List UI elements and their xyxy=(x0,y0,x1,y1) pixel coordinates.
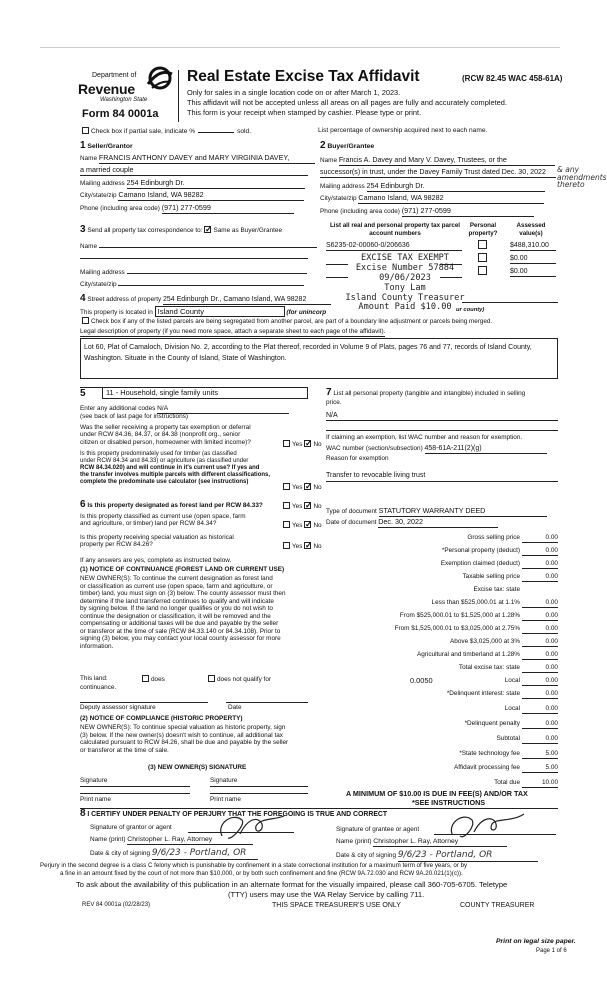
parcel-number-1[interactable]: S6235-02-00060-0/206636 xyxy=(326,242,462,251)
grantee-sig-label: Signature of grantee or agent xyxy=(336,826,420,833)
parcel-value-3[interactable]: $0.00 xyxy=(510,268,556,277)
partial-percent-field[interactable] xyxy=(198,132,234,133)
owner-sig-line-1[interactable] xyxy=(80,786,190,787)
additional-codes-label: Enter any additional codes xyxy=(80,405,156,412)
form-rcw: (RCW 82.45 WAC 458-61A) xyxy=(462,74,563,83)
calc-t3-value[interactable]: 0.00 xyxy=(522,625,558,634)
buyer-city-field[interactable]: Camano Island, WA 98282 xyxy=(358,194,544,204)
sec6-q3-answer xyxy=(281,542,322,551)
calc-t5-value[interactable]: 0.00 xyxy=(522,651,558,660)
sec6-q2-line1: Is this property classified as current use (open space, farm xyxy=(80,513,246,520)
wac-label: WAC number (section/subsection) xyxy=(326,445,423,452)
corr-city-row xyxy=(80,278,304,289)
sec6-q2-line2: and agriculture, or timber) land per RCW 84.34? xyxy=(80,520,217,528)
seller-mail-row xyxy=(80,179,305,189)
calc-local-label: Local xyxy=(504,677,520,684)
county-note: ur county) xyxy=(456,307,485,313)
county-select[interactable]: Island County xyxy=(155,306,285,317)
seller-mail-field[interactable]: 254 Edinburgh Dr. xyxy=(127,179,305,189)
calc-interest-local-label: Local xyxy=(504,705,520,712)
sec6-q2-no-checkbox[interactable] xyxy=(304,521,311,528)
doc-type-label: Type of document xyxy=(326,508,377,515)
notice1-line: signing (3) below, you may contact your local county assessor for more xyxy=(80,635,281,643)
correspondence-label: Send all property tax correspondence to: xyxy=(87,227,203,234)
calc-penalty-label: *Delinquent penalty xyxy=(464,720,520,727)
notice1-line: determine if the land transferred continues to qualify and will indicate xyxy=(80,597,274,605)
corr-mail-field[interactable] xyxy=(127,266,307,274)
notice1-title: (1) NOTICE OF CONTINUANCE (FOREST LAND OR CURRENT USE) xyxy=(80,566,285,573)
partial-sale-label: Check box if partial sale, indicate % xyxy=(91,128,196,135)
calc-interest-local-value[interactable]: 0.00 xyxy=(522,705,558,714)
washington-state: Washington State xyxy=(100,97,148,103)
seller-mail-label: Mailing address xyxy=(80,180,125,187)
calc-tech-value[interactable]: 5.00 xyxy=(522,750,558,759)
sec6-q1-answer xyxy=(281,502,322,511)
corr-name-label: Name xyxy=(80,243,98,250)
seller-heading xyxy=(80,140,133,152)
correspondence-row xyxy=(80,224,282,236)
sec5-q1 xyxy=(80,424,251,446)
notice1-line: continue the designation or classification, it will be removed and the xyxy=(80,612,271,620)
sec5-q2-yes: Yes xyxy=(292,484,303,491)
corr-mail-row xyxy=(80,266,307,277)
sec6-q3-line1: Is this property receiving special valuation as historical xyxy=(80,534,234,541)
sec6-q3-yes-checkbox[interactable] xyxy=(283,542,290,549)
deputy-label: Deputy assessor signature xyxy=(80,704,156,711)
corr-city-label: City/state/zip xyxy=(80,281,117,288)
sec5-q1-no: No xyxy=(313,441,322,448)
owner-sig-label-2: Signature xyxy=(210,777,238,784)
address-num: 4 xyxy=(80,293,86,304)
seller-name-field[interactable]: FRANCIS ANTHONY DAVEY and MARY VIRGINIA DAVEY, xyxy=(99,154,315,164)
stamp-line6: Amount Paid $10.00 xyxy=(358,302,452,313)
calc-exemption-value[interactable]: 0.00 xyxy=(522,560,558,569)
additional-codes-field[interactable]: N/A xyxy=(157,405,289,414)
calc-gross-label: Gross selling price xyxy=(467,534,520,541)
same-as-buyer-label: Same as Buyer/Grantee xyxy=(213,227,283,234)
reason-field[interactable]: Transfer to revocable living trust xyxy=(326,472,426,479)
sec7-line2: price. xyxy=(326,399,342,406)
buyer-city-row xyxy=(320,194,544,204)
grantor-date-label: Date & city of signing xyxy=(90,850,151,857)
calc-gross-value[interactable]: 0.00 xyxy=(522,534,558,543)
corr-city-field[interactable] xyxy=(118,278,304,286)
calc-t1-label: Less than $525,000.01 at 1.1% xyxy=(431,599,520,606)
grantee-date-field[interactable]: 9/6/23 - Portland, OR xyxy=(398,850,538,862)
unincorp-note: (for unincorp xyxy=(286,309,327,316)
buyer-name-row xyxy=(320,156,555,166)
stamp-line1: EXCISE TAX EXEMPT xyxy=(361,253,449,263)
notice1-line: NEW OWNER(S): To continue the current designation as forest land xyxy=(80,575,273,582)
sec6-q2-answer xyxy=(281,521,322,530)
sec5-q2-line5: complete the predominate use calculator (see instructions) xyxy=(80,478,249,485)
calc-interest-state-label: *Delinquent interest: state xyxy=(446,690,520,697)
calc-t2-value[interactable]: 0.00 xyxy=(522,612,558,621)
grantee-date-label: Date & city of signing xyxy=(336,852,397,859)
grantee-sig-row xyxy=(336,826,419,834)
stamp-line2: Excise Number 57884 xyxy=(355,262,455,273)
partial-sale-checkbox[interactable] xyxy=(82,127,89,134)
alt-format-line2: (TTY) users may use the WA Relay Service by calling 711. xyxy=(228,890,425,899)
segregated-label: Check box if any of the listed parcels are being segregated from another parcel, are part of a boundary line adjustment or parcels being merged. xyxy=(91,318,493,325)
seller-name-row xyxy=(80,154,315,164)
page-number: Page 1 of 6 xyxy=(536,948,567,954)
seller-name-label: Name xyxy=(80,155,98,162)
located-label: This property is located in xyxy=(80,309,153,316)
sec7-text xyxy=(326,387,525,407)
grantor-sig-label: Signature of grantor or agent xyxy=(90,824,172,831)
segregated-row xyxy=(80,317,492,326)
buyer-phone-field[interactable]: (971) 277-0599 xyxy=(402,207,534,217)
sec6-ifany: If any answers are yes, complete as instructed below. xyxy=(80,557,232,564)
owner-print-label-2: Print name xyxy=(210,796,241,803)
calc-state-label: Excise tax: state xyxy=(473,586,520,593)
owner-sig-label-1: Signature xyxy=(80,777,108,784)
sec5-q1-line1: Was the seller receiving a property tax exemption or deferral xyxy=(80,424,251,431)
header-sub3: This form is your receipt when stamped by cashier. Please type or print. xyxy=(187,108,422,117)
rev-number: REV 84 0001a (02/28/23) xyxy=(82,902,151,908)
personal-line-2 xyxy=(326,430,558,431)
stamp-line4: Tony Lam xyxy=(384,282,426,293)
owner-print-line-1[interactable] xyxy=(80,793,190,794)
owner-print-label-1: Print name xyxy=(80,796,111,803)
header-sub1: Only for sales in a single location code on or after March 1, 2023. xyxy=(187,88,401,97)
sec5-q2 xyxy=(80,451,270,485)
sec5-q1-line2: under RCW 84.36, 84.37, or 84.38 (nonprofit org., senior xyxy=(80,431,241,439)
calc-affidavit-label: Affidavit processing fee xyxy=(454,764,520,771)
sec5-q2-line1: Is this property predominately used for timber (as classified xyxy=(80,451,237,457)
address-line-end xyxy=(462,302,558,303)
partial-sold: sold. xyxy=(237,128,252,135)
parcels-header-list: List all real and personal property tax parcel account numbers xyxy=(330,222,460,237)
sec5-q1-yes: Yes xyxy=(292,441,303,448)
sec6-q1-yes-checkbox[interactable] xyxy=(283,502,290,509)
scan-edge xyxy=(40,47,560,48)
notice2-line: NEW OWNER(S): To continue special valuation as historic property, sign xyxy=(80,724,286,731)
revenue-logo-icon xyxy=(136,66,174,94)
calc-personal-value[interactable]: 0.00 xyxy=(522,547,558,556)
stamp-line5: Island County Treasurer xyxy=(345,292,465,303)
notice1-line: compensating or additional taxes will be due and payable by the seller xyxy=(80,620,279,628)
sec5-q2-line3: RCW 84.34.020) and will continue in it's current use? If yes and xyxy=(80,464,260,471)
see-instructions: *SEE INSTRUCTIONS xyxy=(412,798,486,807)
grantor-name-row xyxy=(90,836,253,845)
corr-name-field[interactable] xyxy=(99,240,317,248)
calc-taxable-label: Taxable selling price xyxy=(462,573,520,580)
sec5-q2-line4: the transfer involves multiple parcels with different classifications, xyxy=(80,471,271,478)
sec6-q3 xyxy=(80,534,234,549)
address-row xyxy=(80,293,331,305)
buyer-heading-label: Buyer/Grantee xyxy=(327,143,375,150)
sec7-num: 7 xyxy=(326,387,332,398)
notice2-line: or transferor at the time of sale. xyxy=(80,746,169,754)
seller-phone-field[interactable]: (971) 277-0599 xyxy=(162,204,294,214)
perjury-line1: Perjury in the second degree is a class C felony which is punishable by confinement in a state correctional institution for a maximum term of five years, or by xyxy=(40,862,468,869)
sec6-q3-no-checkbox[interactable] xyxy=(304,542,311,549)
sec6-num: 6 xyxy=(80,499,86,510)
located-row xyxy=(80,306,326,317)
notice2-body xyxy=(80,724,288,754)
legal-label: Legal description of property (if you need more space, attach a separate sheet to each page of the affidavit). xyxy=(80,328,386,335)
notice1-body xyxy=(80,575,286,650)
corr-mail-label: Mailing address xyxy=(80,269,125,276)
grantor-date-row xyxy=(90,848,258,860)
doc-date-label: Date of document xyxy=(326,519,377,526)
seller-phone-row xyxy=(80,204,294,214)
personal-line-1 xyxy=(326,420,558,421)
sec6-q1 xyxy=(80,499,263,511)
parcels-header-personal: Personal property? xyxy=(468,222,498,237)
grantor-name-field[interactable]: Christopher L. Ray, Attorney xyxy=(127,836,253,845)
notice1-line: by signing below. If the land no longer qualifies or you do not wish to xyxy=(80,605,273,613)
notice1-line: or transferor at the time of sale (RCW 84.33.140 or 84.34.108). Prior to xyxy=(80,627,281,635)
calc-local-value[interactable]: 0.00 xyxy=(522,677,558,686)
address-field[interactable]: 254 Edinburgh Dr., Camano Island, WA 98282 xyxy=(163,296,331,305)
grantee-name-label: Name (print) xyxy=(336,838,372,845)
sec7-line1: List all personal property (tangible and intangible) included in selling xyxy=(333,390,526,397)
doesnot-option xyxy=(206,675,271,684)
buyer-name-label: Name xyxy=(320,157,338,164)
same-as-buyer-checkbox[interactable] xyxy=(204,226,211,233)
seller-num: 1 xyxy=(80,140,86,151)
owner-sig-line-2[interactable] xyxy=(210,786,308,787)
seller-city-row xyxy=(80,191,304,201)
calc-interest-state-value[interactable]: 0.00 xyxy=(522,690,558,699)
wac-field[interactable]: 458-61A-211(2)(g) xyxy=(425,445,547,454)
minimum-note: A MINIMUM OF $10.00 IS DUE IN FEE(S) AND/OR TAX xyxy=(346,789,528,798)
sec5-q2-no: No xyxy=(313,484,322,491)
seller-phone-label: Phone (including area code) xyxy=(80,205,160,212)
perjury-line2: a fine in an amount fixed by the court of not more than $10,000, or by both such confinement and fine (RCW 9A.72.030 and RCW 9A.20.021(1)(c)). xyxy=(60,870,463,877)
alt-format-line1: To ask about the availability of this publication in an alternate format for the visually impaired, please call 360-705-6705. Teletype xyxy=(76,880,508,889)
deputy-sig-line[interactable] xyxy=(80,702,208,703)
does-option xyxy=(140,675,165,684)
buyer-handwritten-note: & any amendments thereto xyxy=(557,165,607,189)
grantee-date-row xyxy=(336,850,538,862)
calc-penalty-value[interactable]: 0.00 xyxy=(522,720,558,729)
sec6-q1-yes: Yes xyxy=(292,503,303,510)
ownership-note: List percentage of ownership acquired next to each name. xyxy=(318,127,488,134)
doc-type-row xyxy=(326,507,547,517)
seller-name-field-2[interactable]: a married couple xyxy=(80,166,308,176)
sec5-q2-yes-checkbox[interactable] xyxy=(283,483,290,490)
sec6-q2-no: No xyxy=(313,522,322,529)
calc-tstate-value[interactable]: 0.00 xyxy=(522,664,558,673)
buyer-mail-field[interactable]: 254 Edinburgh Dr. xyxy=(367,182,545,192)
calc-tstate-label: Total excise tax: state xyxy=(458,664,520,671)
doesnot-label: does not qualify for xyxy=(217,676,271,683)
sec6-q3-line2: property per RCW 84.26? xyxy=(80,541,153,549)
form-number: Form 84 0001a xyxy=(82,108,159,120)
sec6-q3-no: No xyxy=(313,543,322,550)
see-back-note: (see back of last page for instructions) xyxy=(80,413,188,420)
doesnot-checkbox[interactable] xyxy=(208,675,215,682)
parcel-value-2[interactable]: $0.00 xyxy=(510,255,556,264)
local-rate: 0.0050 xyxy=(410,676,433,685)
sec5-q1-yes-checkbox[interactable] xyxy=(283,440,290,447)
calc-subtotal-label: Subtotal xyxy=(496,735,520,742)
reason-line xyxy=(326,481,558,482)
stamp-line3: 09/06/2023 xyxy=(379,272,431,283)
sec5-q1-no-checkbox[interactable] xyxy=(304,440,311,447)
does-label: does xyxy=(151,676,165,683)
deputy-date-line[interactable] xyxy=(226,702,308,703)
calc-exemption-label: Exemption claimed (deduct) xyxy=(440,560,520,567)
partial-sale-row xyxy=(80,127,251,136)
sec6-q2-yes: Yes xyxy=(292,522,303,529)
address-label: Street address of property xyxy=(87,296,162,303)
buyer-mail-row xyxy=(320,182,545,192)
personal-property-field[interactable]: N/A xyxy=(326,412,338,419)
parcel-value-1[interactable]: $488,310.00 xyxy=(510,242,556,251)
seller-city-field[interactable]: Camano Island, WA 98282 xyxy=(118,191,304,201)
calc-personal-label: *Personal property (deduct) xyxy=(441,547,520,554)
buyer-heading xyxy=(320,140,374,152)
doc-date-field[interactable]: Dec. 30, 2022 xyxy=(378,518,498,528)
sec6-q2 xyxy=(80,513,246,528)
certify-text: I CERTIFY UNDER PENALTY OF PERJURY THAT THE FOREGOING IS TRUE AND CORRECT xyxy=(87,811,388,818)
segregated-checkbox[interactable] xyxy=(82,317,89,324)
header-sub2: This affidavit will not be accepted unless all areas on all pages are fully and accurately completed. xyxy=(187,98,507,107)
header-divider xyxy=(178,70,179,122)
sec6-q1-text: Is this property designated as forest land per RCW 84.33? xyxy=(87,502,263,509)
calc-t1-value[interactable]: 0.00 xyxy=(522,599,558,608)
sec6-q1-no: No xyxy=(313,503,322,510)
sec6-q2-yes-checkbox[interactable] xyxy=(283,521,290,528)
sec6-q3-yes: Yes xyxy=(292,543,303,550)
revenue-wordmark: Revenue xyxy=(78,81,135,97)
legal-description-field[interactable]: Lot 60, Plat of Camaloch, Division No. 2, according to the Plat thereof, recorded in Volume 9 of Plats, pages 76 and 77, records of Island County, Washington. Situate in the County of Island, State of Washington. xyxy=(80,338,558,379)
calc-affidavit-value[interactable]: 5.00 xyxy=(522,764,558,773)
calc-t4-value[interactable]: 0.00 xyxy=(522,638,558,647)
sec5-q2-answer xyxy=(281,483,322,492)
sec5-q2-line2: under RCW 84.34 and 84.33) or agriculture (as classified under xyxy=(80,457,249,464)
parcel-personal-checkbox-1[interactable] xyxy=(478,240,487,252)
buyer-name-field[interactable]: Francis A. Davey and Mary V. Davey, Trustees, or the xyxy=(339,156,555,166)
calc-t2-label: From $525,000.01 to $1,525,000 at 1.28% xyxy=(399,612,520,619)
parcel-personal-checkbox-3[interactable] xyxy=(478,266,487,278)
does-checkbox[interactable] xyxy=(142,675,149,682)
dept-line: Department of xyxy=(92,72,137,79)
grantor-date-field[interactable]: 9/6/23 - Portland, OR xyxy=(152,848,258,860)
parcels-header-assessed: Assessed value(s) xyxy=(516,222,546,237)
claim-note: If claiming an exemption, list WAC number and reason for exemption. xyxy=(326,434,523,441)
county-treasurer: COUNTY TREASURER xyxy=(460,902,535,909)
grantor-name-label: Name (print) xyxy=(90,836,126,843)
calc-tech-label: *State technology fee xyxy=(459,750,520,757)
calc-t4-label: Above $3,025,000 at 3% xyxy=(450,638,520,645)
grantee-name-row xyxy=(336,838,507,847)
thisland-label: This land: xyxy=(80,675,108,682)
sec5-q2-no-checkbox[interactable] xyxy=(304,483,311,490)
calc-total-label: Total due xyxy=(494,779,520,786)
buyer-phone-label: Phone (including area code) xyxy=(320,208,400,215)
sec6-q1-no-checkbox[interactable] xyxy=(304,502,311,509)
seller-city-label: City/state/zip xyxy=(80,192,117,199)
sec8-num: 8 xyxy=(80,808,86,819)
notice2-line: (3) below. If the new owner(s) doesn't wish to continue, all additional tax xyxy=(80,731,283,739)
legal-size-note: Print on legal size paper. xyxy=(496,938,576,945)
excise-stamp xyxy=(340,254,470,313)
correspondence-num: 3 xyxy=(80,224,86,235)
seller-heading-label: Seller/Grantor xyxy=(87,143,133,150)
corr-name-row xyxy=(80,240,317,251)
sec5-num: 5 xyxy=(80,388,86,399)
form-title: Real Estate Excise Tax Affidavit xyxy=(187,68,420,85)
parcel-personal-checkbox-2[interactable] xyxy=(478,253,487,265)
grantor-sig-row xyxy=(90,824,172,832)
sec5-q1-line3: citizen or disabled person, homeowner with limited income)? xyxy=(80,438,251,446)
use-code-select[interactable]: 11 - Household, single family units xyxy=(102,387,308,399)
sec5-q1-answer xyxy=(281,440,322,449)
notice1-line: information. xyxy=(80,642,114,650)
treasurer-use-only: THIS SPACE TREASURER'S USE ONLY xyxy=(272,902,401,909)
buyer-num: 2 xyxy=(320,140,326,151)
notice1-line: timber) land, you must sign on (3) below. The county assessor must then xyxy=(80,590,286,598)
new-owner-sig-title: (3) NEW OWNER(S) SIGNATURE xyxy=(148,764,247,771)
calc-subtotal-value[interactable]: 0.00 xyxy=(522,735,558,744)
buyer-name-field-2[interactable]: successor(s) in trust, under the Davey Family Trust dated Dec. 30, 2022 xyxy=(320,168,556,178)
calc-total-value[interactable]: 10.00 xyxy=(522,779,558,788)
reason-label: Reason for exemption xyxy=(326,455,389,462)
calc-t5-label: Agricultural and timberland at 1.28% xyxy=(416,651,520,658)
continuance-label: continuance. xyxy=(80,684,117,691)
buyer-phone-row xyxy=(320,207,534,217)
deputy-date-label: Date xyxy=(228,704,242,711)
notice2-line: calculated pursuant to RCW 84.26, shall be due and payable by the seller xyxy=(80,739,289,747)
buyer-city-label: City/state/zip xyxy=(320,195,357,202)
notice1-line: or classification as current use (open space, farm and agriculture, or xyxy=(80,582,273,590)
calc-taxable-value[interactable]: 0.00 xyxy=(522,573,558,582)
doc-type-field[interactable]: STATUTORY WARRANTY DEED xyxy=(379,507,547,517)
wac-row xyxy=(326,445,547,454)
owner-print-line-2[interactable] xyxy=(210,793,308,794)
corr-name-line2 xyxy=(80,258,308,259)
buyer-mail-label: Mailing address xyxy=(320,183,365,190)
calc-t3-label: From $1,525,000.01 to $3,025,000 at 2.75% xyxy=(394,625,520,632)
doc-date-row xyxy=(326,518,498,528)
notice2-title: (2) NOTICE OF COMPLIANCE (HISTORIC PROPERTY) xyxy=(80,715,243,722)
grantee-name-field[interactable]: Christopher L. Ray, Attorney xyxy=(373,838,507,847)
